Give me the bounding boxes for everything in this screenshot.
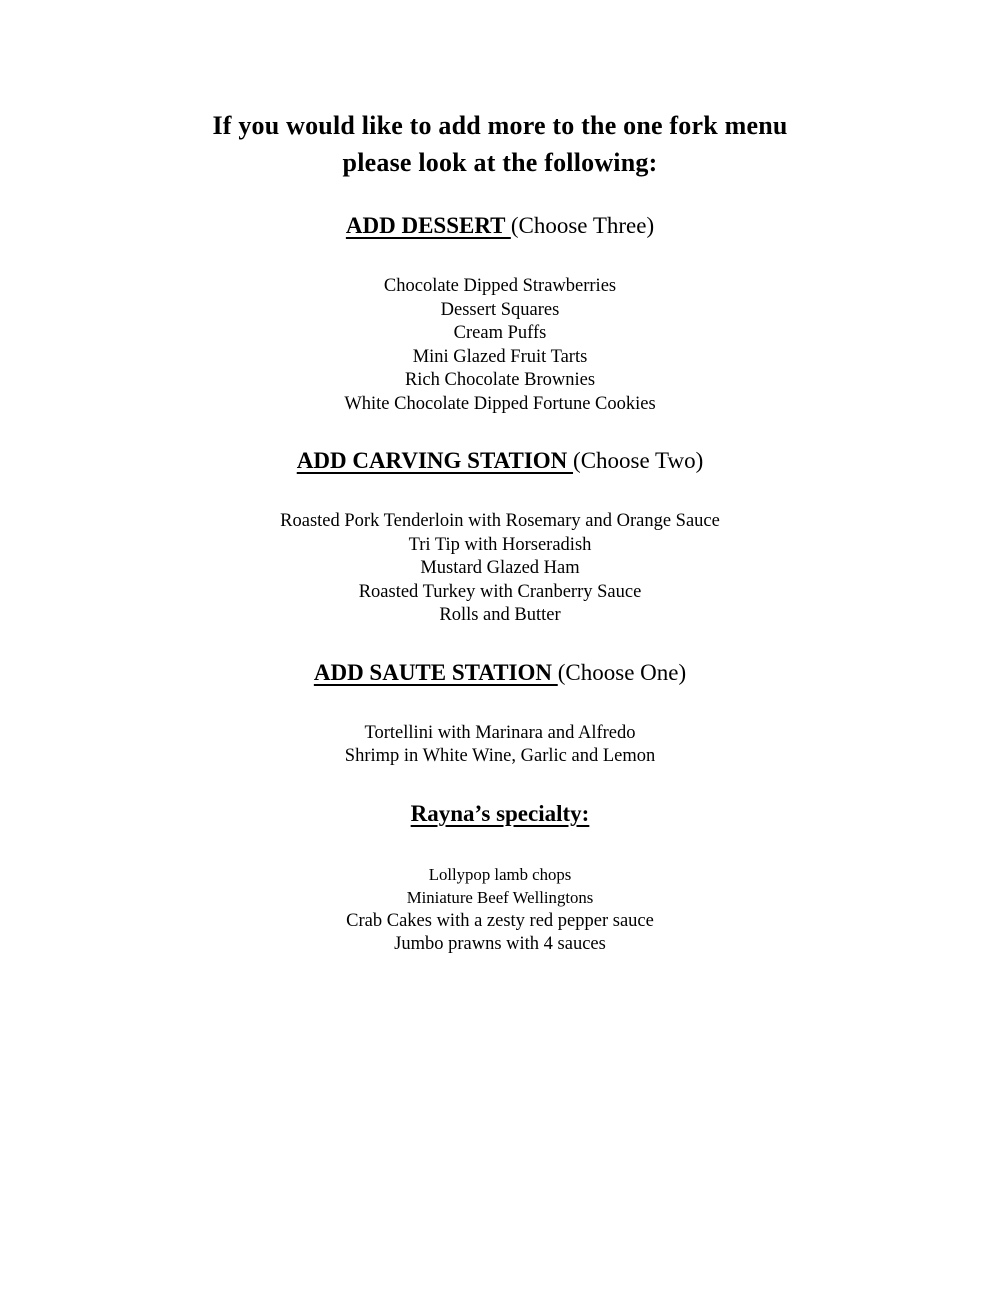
menu-item: Mini Glazed Fruit Tarts	[412, 346, 588, 367]
section-heading-note: (Choose One)	[557, 659, 687, 685]
document-title	[0, 0, 1000, 181]
section-heading	[0, 212, 1000, 240]
menu-item: Chocolate Dipped Strawberries	[383, 276, 617, 296]
section-heading-note: (Choose Three)	[510, 213, 655, 238]
menu-item: Tri Tip with Horseradish	[408, 534, 592, 555]
menu-item: Crab Cakes with a zesty red pepper sauce	[346, 910, 654, 931]
section-heading	[0, 659, 1000, 687]
menu-item: Roasted Pork Tenderloin with Rosemary and Orange Sauce	[280, 511, 720, 531]
document-title-line: If you would like to add more to the one fork menu	[212, 111, 788, 140]
menu-section	[0, 212, 1000, 416]
menu-item: Jumbo prawns with 4 sauces	[394, 934, 606, 954]
section-heading-title: ADD DESSERT	[345, 213, 511, 238]
menu-item: Mustard Glazed Ham	[420, 558, 580, 578]
section-heading-title: ADD CARVING STATION	[296, 448, 574, 473]
menu-item: Lollypop lamb chops	[428, 864, 572, 884]
menu-item: Cream Puffs	[453, 323, 547, 343]
menu-section	[0, 800, 1000, 957]
menu-item: Miniature Beef Wellingtons	[406, 888, 594, 907]
document-title-line: please look at the following:	[342, 148, 658, 177]
section-heading-note: (Choose Two)	[573, 448, 704, 473]
section-heading	[0, 447, 1000, 475]
menu-item: Dessert Squares	[440, 299, 560, 320]
section-heading-title: ADD SAUTE STATION	[313, 659, 558, 685]
section-item-list	[0, 275, 1000, 416]
menu-sections	[0, 212, 1000, 957]
menu-item: Shrimp in White Wine, Garlic and Lemon	[344, 746, 656, 766]
section-item-list	[0, 722, 1000, 769]
section-item-list	[0, 863, 1000, 957]
menu-item: Roasted Turkey with Cranberry Sauce	[358, 581, 642, 602]
menu-section	[0, 447, 1000, 628]
menu-item: Rolls and Butter	[439, 605, 561, 625]
section-item-list	[0, 510, 1000, 628]
menu-item: Rich Chocolate Brownies	[404, 370, 596, 390]
menu-section	[0, 659, 1000, 769]
menu-item: Tortellini with Marinara and Alfredo	[364, 722, 636, 743]
menu-item: White Chocolate Dipped Fortune Cookies	[344, 393, 656, 414]
section-heading	[0, 800, 1000, 828]
section-heading-title: Rayna’s specialty:	[410, 800, 590, 826]
